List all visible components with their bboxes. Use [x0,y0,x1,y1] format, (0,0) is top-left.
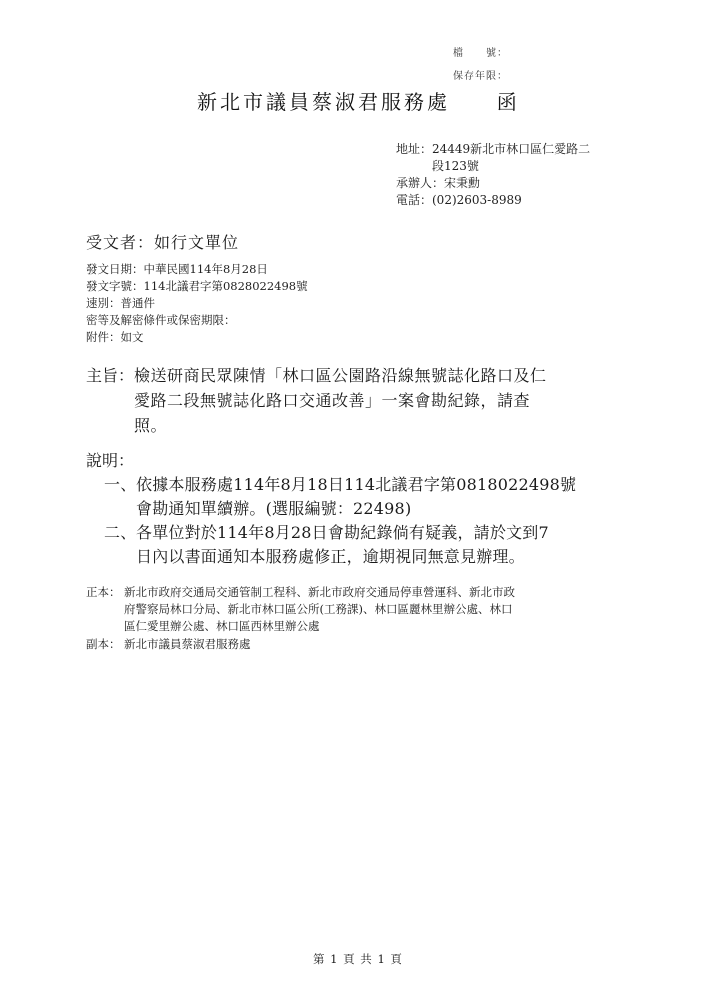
original-recipients-line2: 府警察局林口分局、新北市林口區公所(工務課)、林口區麗林里辦公處、林口 [124,602,513,616]
explanation-item-2-line2: 日內以書面通知本服務處修正，逾期視同無意見辦理。 [136,547,525,566]
retention-period-label: 保存年限： [453,71,508,82]
issue-date: 發文日期：中華民國114年8月28日 [86,262,268,276]
subject-line-3: 照。 [134,416,168,435]
explanation-item-1-line1: 依據本服務處114年8月18日114北議君字第0818022498號 [136,475,577,494]
explanation-item-1-number: 一、 [104,475,137,494]
original-recipients-label: 正本： [86,585,121,599]
explanation-label: 說明： [86,451,135,470]
issue-number: 發文字號：114北議君字第0828022498號 [86,279,308,293]
sender-address-line1: 地址：24449新北市林口區仁愛路二 [396,142,591,156]
delivery-speed: 速別：普通件 [86,296,155,310]
copy-recipients-label: 副本： [86,637,121,651]
attachment: 附件：如文 [86,330,144,344]
original-recipients-line3: 區仁愛里辦公處、林口區西林里辦公處 [124,619,320,633]
file-number-label: 檔 號： [453,48,508,59]
security-level: 密等及解密條件或保密期限： [86,313,236,327]
sender-phone: 電話：(02)2603-8989 [396,193,522,207]
sender-handler: 承辦人：宋秉勳 [396,176,481,190]
original-recipients-line1: 新北市政府交通局交通管制工程科、新北市政府交通局停車營運科、新北市政 [124,585,515,599]
office-name: 新北市議員蔡淑君服務處 [197,90,450,114]
document-type: 函 [496,90,520,114]
sender-address-line2: 段123號 [432,159,479,173]
subject-label: 主旨： [86,366,135,385]
document-title [197,86,520,115]
subject-line-1: 檢送研商民眾陳情「林口區公園路沿線無號誌化路口及仁 [134,366,547,385]
subject-line-2: 愛路二段無號誌化路口交通改善」一案會勘紀錄，請查 [134,391,531,410]
explanation-item-2-line1: 各單位對於114年8月28日會勘紀錄倘有疑義，請於文到7 [136,523,549,542]
copy-recipients: 新北市議員蔡淑君服務處 [124,637,251,651]
explanation-item-2-number: 二、 [104,523,137,542]
explanation-item-1-line2: 會勘通知單續辦。(選服編號：22498) [136,499,412,518]
page-number: 第 1 頁 共 1 頁 [313,952,403,966]
recipient: 受文者：如行文單位 [86,233,240,252]
